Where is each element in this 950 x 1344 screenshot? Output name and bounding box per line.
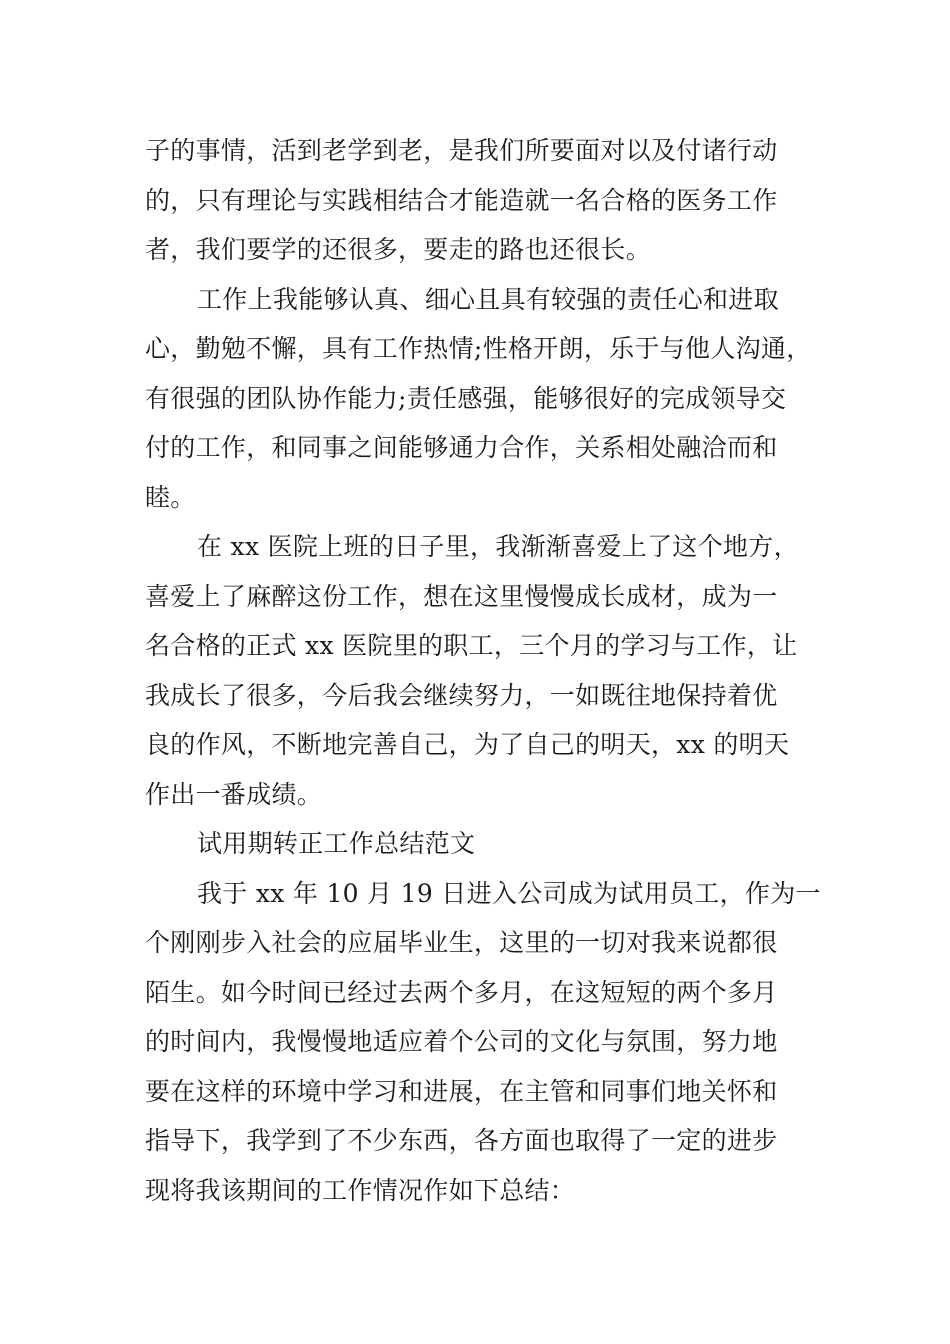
text-line: 我成长了很多，今后我会继续努力，一如既往地保持着优 bbox=[145, 680, 778, 710]
text-line: 陌生。如今时间已经过去两个多月，在这短短的两个多月 bbox=[145, 977, 778, 1007]
text-line: 喜爱上了麻醉这份工作，想在这里慢慢成长成材，成为一 bbox=[145, 581, 778, 611]
text-line: 良的作风，不断地完善自己，为了自己的明天，xx 的明天 bbox=[145, 730, 790, 759]
text-line: 要在这样的环境中学习和进展，在主管和同事们地关怀和 bbox=[145, 1076, 778, 1106]
paragraph-first-line: 在 xx 医院上班的日子里，我渐渐喜爱上了这个地方， bbox=[197, 532, 799, 561]
text-line: 现将我该期间的工作情况作如下总结： bbox=[145, 1175, 576, 1205]
text-line: 子的事情，活到老学到老，是我们所要面对以及付诸行动 bbox=[145, 136, 778, 165]
text-line: 指导下，我学到了不少东西，各方面也取得了一定的进步 bbox=[145, 1126, 778, 1155]
section-heading: 试用期转正工作总结范文 bbox=[197, 829, 476, 858]
paragraph-first-line: 我于 xx 年 10 月 19 日进入公司成为试用员工，作为一 bbox=[197, 878, 821, 908]
text-line: 的时间内，我慢慢地适应着个公司的文化与氛围，努力地 bbox=[145, 1027, 778, 1056]
text-line: 的，只有理论与实践相结合才能造就一名合格的医务工作 bbox=[145, 185, 778, 215]
text-line: 有很强的团队协作能力;责任感强，能够很好的完成领导交 bbox=[145, 383, 787, 413]
text-line: 名合格的正式 xx 医院里的职工，三个月的学习与工作，让 bbox=[145, 631, 798, 660]
paragraph-first-line: 工作上我能够认真、细心且具有较强的责任心和进取 bbox=[197, 284, 779, 314]
document-body bbox=[145, 126, 821, 1215]
text-line: 者，我们要学的还很多，要走的路也还很长。 bbox=[145, 235, 652, 264]
text-line: 付的工作，和同事之间能够通力合作，关系相处融洽而和 bbox=[145, 433, 778, 462]
text-line: 心，勤勉不懈，具有工作热情;性格开朗，乐于与他人沟通， bbox=[145, 334, 812, 363]
text-line: 睦。 bbox=[145, 482, 196, 512]
text-line: 个刚刚步入社会的应届毕业生，这里的一切对我来说都很 bbox=[145, 928, 778, 957]
text-line: 作出一番成绩。 bbox=[145, 779, 323, 809]
